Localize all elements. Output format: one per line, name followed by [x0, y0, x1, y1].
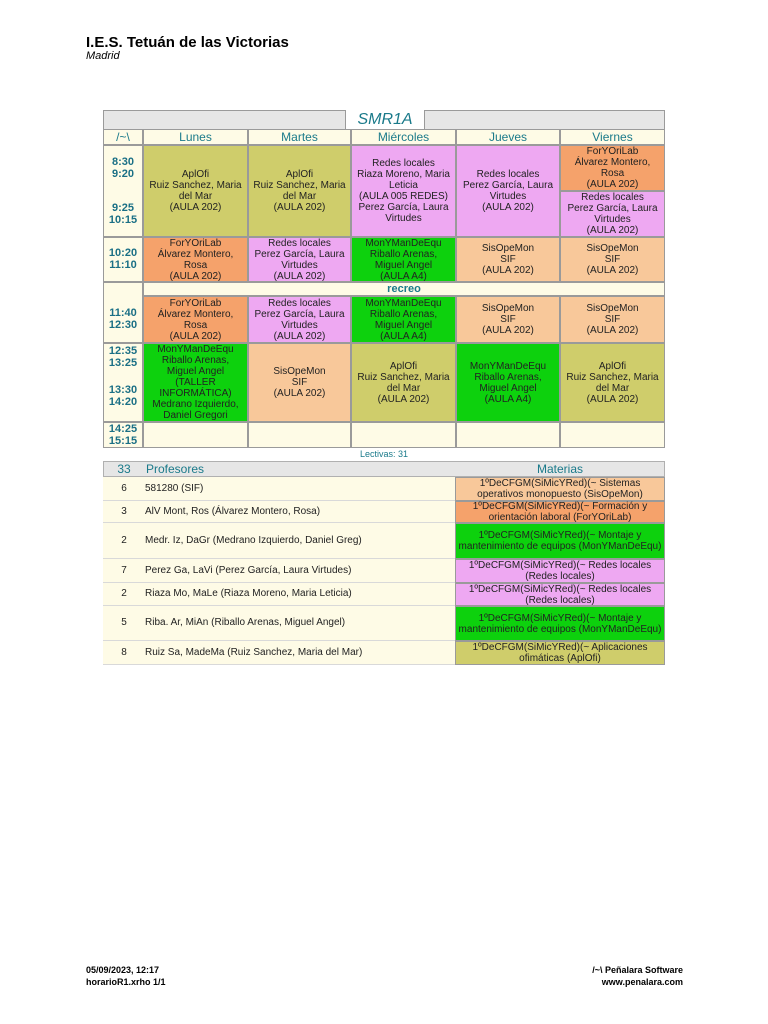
school-name: I.E.S. Tetuán de las Victorias [86, 34, 289, 51]
subject-code: SisOpeMon [481, 243, 535, 254]
room-label: (AULA A4) [380, 270, 427, 282]
class-block[interactable] [351, 145, 456, 237]
time-slot-7 [103, 422, 143, 448]
teacher-count: 33 [117, 462, 131, 476]
corner-label: /~\ [103, 129, 143, 145]
teacher-name: Álvarez Montero, Rosa [157, 248, 234, 271]
subject-code: Redes locales [268, 297, 331, 309]
teacher-name: Perez Ga, LaVi (Perez García, Laura Virtudes) [145, 565, 352, 576]
teacher-name: SIF [604, 314, 621, 325]
time-end: 9:20 [111, 168, 135, 180]
class-block[interactable] [143, 343, 248, 422]
subject-label: 1ºDeCFGM(SiMicYRed)(~ Sistemas operativos monopuesto (SisOpeMon) [477, 478, 643, 500]
subject-label: 1ºDeCFGM(SiMicYRed)(~ Redes locales (Redes locales) [468, 583, 652, 606]
teacher-name: Ruiz Sa, MadeMa (Ruiz Sanchez, Maria del Mar) [145, 647, 363, 658]
subject-code: Redes locales [268, 237, 331, 249]
teacher-name: SIF [500, 314, 516, 325]
subject-code: MonYManDeEqu [365, 297, 442, 309]
time-start: 11:40 [109, 307, 137, 319]
room-label: (AULA 202) [273, 388, 326, 399]
day-header-lunes: Lunes [143, 129, 248, 145]
room-label: (AULA 202) [273, 330, 326, 342]
teacher-name: SIF [604, 254, 621, 265]
room-label: (TALLER INFORMÁTICA) [159, 377, 232, 399]
subject-code: MonYManDeEqu [157, 344, 234, 355]
teacher-name: SIF [500, 254, 516, 265]
time-start: 13:30 [108, 384, 138, 396]
teacher-name: Perez García, Laura Virtudes [462, 180, 554, 202]
subject-code: AplOfi [285, 169, 314, 180]
teacher-name: Perez García, Laura Virtudes [358, 202, 449, 224]
teacher-name: Álvarez Montero, Rosa [157, 308, 234, 331]
subject-code: ForYOriLab [586, 146, 639, 157]
time-slot-5-6 [103, 343, 143, 422]
teacher-name: Ruiz Sanchez, Maria del Mar [253, 180, 346, 202]
subject-cell[interactable] [455, 606, 665, 641]
teacher-name: Ruiz Sanchez, Maria del Mar [149, 180, 242, 202]
teacher-name: Perez García, Laura Virtudes [567, 203, 658, 225]
room-label: (AULA A4) [484, 393, 532, 405]
subject-code: MonYManDeEqu [469, 360, 547, 372]
teacher-name: Riballo Arenas, Miguel Angel [474, 371, 542, 394]
subject-code: Redes locales [581, 192, 644, 203]
teacher-row[interactable] [103, 477, 455, 501]
day-header-martes: Martes [248, 129, 351, 145]
time-start: 12:35 [108, 345, 138, 357]
room-label: (AULA 202) [586, 325, 639, 336]
brand-url[interactable]: www.penalara.com [601, 977, 683, 987]
subject-code: SisOpeMon [586, 243, 639, 254]
time-end: 10:15 [108, 214, 138, 226]
materias-header: Materias [536, 462, 583, 476]
class-block[interactable] [456, 343, 560, 422]
lectivas-count: Lectivas: 31 [359, 449, 409, 459]
teacher-row[interactable] [103, 583, 455, 606]
time-start: 8:30 [111, 156, 135, 168]
print-datetime: 05/09/2023, 12:17 [86, 965, 160, 975]
hours-count: 2 [121, 535, 127, 546]
subject-cell[interactable] [455, 523, 665, 559]
teacher-name: Riaza Mo, MaLe (Riaza Moreno, Maria Leticia) [145, 588, 352, 599]
brand-name: /~\ Peñalara Software [592, 965, 683, 975]
empty-slot[interactable] [560, 422, 665, 448]
school-city: Madrid [86, 50, 120, 62]
teacher-row[interactable] [103, 523, 455, 559]
room-label: (AULA 202) [482, 265, 534, 276]
room-label: (AULA 202) [482, 325, 534, 336]
class-block[interactable] [248, 145, 351, 237]
subject-label: 1ºDeCFGM(SiMicYRed)(~ Redes locales (Redes locales) [468, 560, 652, 582]
subject-label: 1ºDeCFGM(SiMicYRed)(~ Montaje y mantenimiento de equipos (MonYManDeEqu) [458, 530, 662, 552]
time-start: 9:25 [111, 202, 135, 214]
hours-count: 8 [121, 647, 127, 658]
teacher-row[interactable] [103, 501, 455, 523]
time-end: 14:20 [108, 396, 138, 408]
teacher-name: Riballo Arenas, Miguel Angel [369, 308, 438, 331]
empty-slot[interactable] [351, 422, 456, 448]
class-block[interactable] [351, 343, 456, 422]
hours-count: 5 [121, 617, 127, 628]
room-label: (AULA 202) [482, 202, 534, 213]
time-slot-3 [103, 237, 143, 282]
teacher-name: Álvarez Montero, Rosa [574, 157, 651, 179]
room-label: (AULA 202) [586, 179, 639, 190]
time-end: 15:15 [108, 435, 138, 447]
class-block[interactable] [560, 237, 665, 282]
empty-slot[interactable] [248, 422, 351, 448]
subject-label: 1ºDeCFGM(SiMicYRed)(~ Montaje y mantenimiento de equipos (MonYManDeEqu) [458, 612, 662, 635]
subject-cell[interactable] [455, 501, 665, 523]
teacher-row[interactable] [103, 641, 455, 665]
hours-count: 3 [121, 506, 127, 517]
class-block[interactable] [248, 343, 351, 422]
class-block[interactable] [560, 296, 665, 343]
teacher-name: Riaza Moreno, Maria Leticia [357, 169, 450, 191]
time-start: 10:20 [108, 247, 138, 259]
room-label: (AULA 005 REDES) [359, 191, 448, 202]
subject-code: ForYOriLab [169, 237, 222, 249]
teacher-name: Medrano Izquierdo, Daniel Gregori [152, 399, 239, 421]
class-block[interactable] [560, 343, 665, 422]
empty-slot[interactable] [143, 422, 248, 448]
class-block[interactable] [560, 145, 665, 191]
group-title: SMR1A [345, 110, 425, 130]
class-block[interactable] [351, 296, 456, 343]
empty-slot[interactable] [456, 422, 560, 448]
class-block[interactable] [143, 296, 248, 343]
teacher-name: SIF [291, 377, 308, 388]
teacher-name: Perez García, Laura Virtudes [254, 248, 345, 271]
class-block[interactable] [143, 237, 248, 282]
time-end: 12:30 [108, 319, 138, 331]
time-end: 13:25 [108, 357, 138, 369]
subject-cell[interactable] [455, 583, 665, 606]
class-block[interactable] [248, 237, 351, 282]
room-label: (AULA 202) [169, 270, 222, 282]
day-header-miercoles: Miércoles [351, 129, 456, 145]
file-name: horarioR1.xrho 1/1 [86, 977, 166, 987]
subject-code: AplOfi [181, 169, 210, 180]
time-start: 14:25 [108, 423, 138, 435]
subject-label: 1ºDeCFGM(SiMicYRed)(~ Formación y orientación laboral (ForYOriLab) [472, 501, 648, 523]
subject-cell[interactable] [455, 477, 665, 501]
room-label: (AULA 202) [273, 270, 326, 282]
class-block[interactable] [456, 237, 560, 282]
subject-cell[interactable] [455, 641, 665, 665]
subject-code: Redes locales [372, 158, 435, 169]
subject-code: SisOpeMon [586, 303, 639, 314]
teacher-name: Riballo Arenas, Miguel Angel [161, 355, 230, 377]
teacher-name: Ruiz Sanchez, Maria del Mar [357, 371, 450, 394]
class-block[interactable] [456, 145, 560, 237]
time-end: 11:10 [109, 259, 137, 271]
time-slot-4 [103, 282, 143, 343]
subject-label: 1ºDeCFGM(SiMicYRed)(~ Aplicaciones ofimáticas (AplOfi) [472, 642, 648, 664]
hours-count: 2 [121, 588, 127, 599]
recreo-band [143, 282, 665, 296]
room-label: (AULA 202) [586, 265, 639, 276]
room-label: (AULA 202) [586, 225, 639, 236]
teacher-name: Riballo Arenas, Miguel Angel [369, 248, 438, 271]
room-label: (AULA 202) [169, 330, 222, 342]
hours-count: 6 [121, 483, 127, 494]
subject-code: Redes locales [476, 169, 540, 180]
teacher-name: AlV Mont, Ros (Álvarez Montero, Rosa) [145, 506, 321, 517]
hours-count: 7 [121, 565, 127, 576]
teacher-row[interactable] [103, 559, 455, 583]
room-label: (AULA 202) [377, 393, 430, 405]
room-label: (AULA 202) [586, 393, 639, 405]
subject-code: ForYOriLab [169, 297, 222, 309]
teacher-name: Riba. Ar, MiAn (Riballo Arenas, Miguel Angel) [145, 617, 346, 628]
teacher-name: Ruiz Sanchez, Maria del Mar [566, 371, 659, 394]
subject-code: SisOpeMon [273, 366, 326, 377]
day-header-viernes: Viernes [560, 129, 665, 145]
recreo-label: recreo [387, 283, 421, 295]
subject-code: AplOfi [598, 360, 627, 372]
subject-code: MonYManDeEqu [365, 237, 442, 249]
class-block[interactable] [560, 191, 665, 237]
teacher-name: Perez García, Laura Virtudes [254, 308, 345, 331]
footer-left [86, 964, 166, 988]
teacher-name: Medr. Iz, DaGr (Medrano Izquierdo, Daniel Greg) [145, 535, 362, 546]
class-block[interactable] [248, 296, 351, 343]
day-header-jueves: Jueves [456, 129, 560, 145]
time-slot-1-2 [103, 145, 143, 237]
subject-code: AplOfi [389, 360, 418, 372]
class-block[interactable] [143, 145, 248, 237]
profesores-header: Profesores [146, 462, 205, 476]
footer-right [592, 964, 683, 988]
class-block[interactable] [456, 296, 560, 343]
subject-code: SisOpeMon [481, 303, 535, 314]
room-label: (AULA 202) [169, 202, 222, 213]
room-label: (AULA 202) [273, 202, 326, 213]
teacher-row[interactable] [103, 606, 455, 641]
room-label: (AULA A4) [380, 330, 427, 342]
subject-cell[interactable] [455, 559, 665, 583]
teacher-name: 581280 (SIF) [145, 483, 204, 494]
class-block[interactable] [351, 237, 456, 282]
